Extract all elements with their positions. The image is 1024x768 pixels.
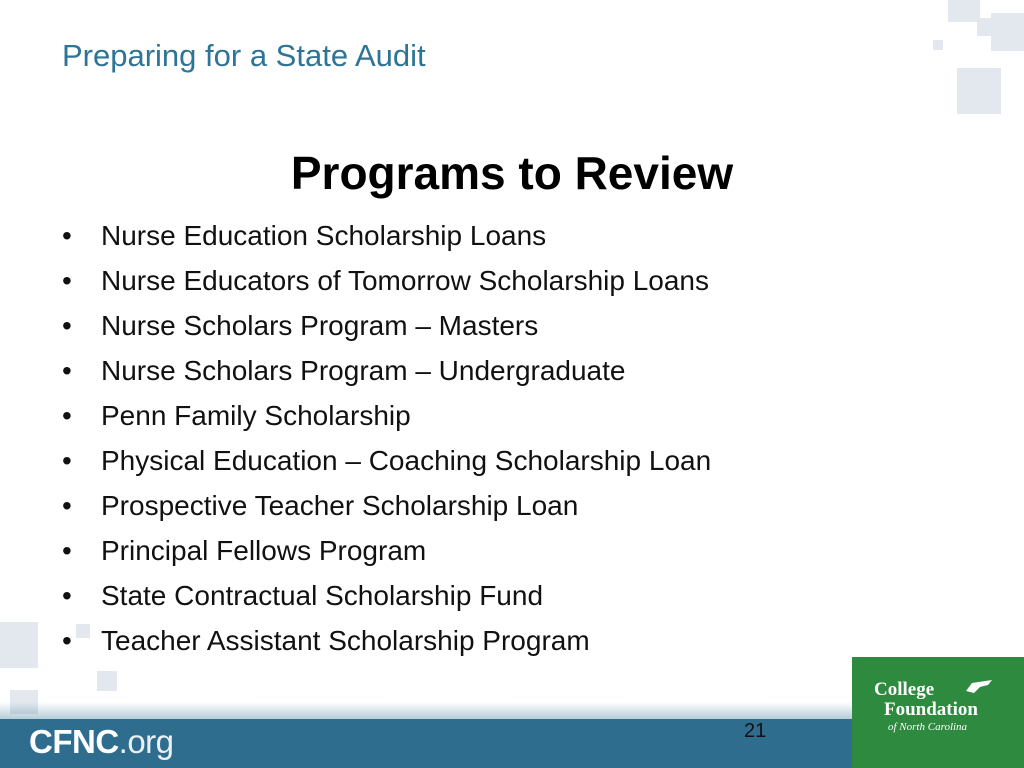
page-number: 21 [744, 720, 767, 742]
bullet: • [62, 400, 72, 431]
bullet: • [62, 490, 72, 521]
list-item [62, 483, 711, 528]
page-title: Programs to Review [290, 147, 734, 199]
brand-name: CFNC [29, 723, 119, 760]
decor-square [933, 40, 943, 50]
list-item [62, 258, 711, 303]
list-item-text: Teacher Assistant Scholarship Program [101, 625, 590, 656]
bullet: • [62, 535, 72, 566]
bullet: • [62, 220, 72, 251]
program-list [62, 213, 711, 663]
cfnc-brand [29, 723, 174, 761]
decor-square [957, 68, 1001, 114]
bullet: • [62, 625, 72, 656]
decor-square [0, 622, 38, 668]
list-item-text: Nurse Scholars Program – Masters [101, 310, 539, 341]
list-item-text: Physical Education – Coaching Scholarship Loan [101, 445, 712, 476]
list-item-text: Principal Fellows Program [101, 535, 427, 566]
list-item [62, 348, 711, 393]
decor-square [97, 671, 117, 691]
logo-text-foundation: Foundation [884, 699, 978, 720]
bullet: • [62, 355, 72, 386]
list-item-text: Prospective Teacher Scholarship Loan [101, 490, 579, 521]
logo-text-college: College [874, 679, 935, 700]
list-item-text: State Contractual Scholarship Fund [101, 580, 544, 611]
list-item-text: Nurse Education Scholarship Loans [101, 220, 547, 251]
decor-square [991, 13, 1024, 51]
college-foundation-logo [852, 657, 1024, 768]
nc-state-icon [966, 679, 994, 695]
list-item [62, 303, 711, 348]
list-item [62, 618, 711, 663]
header-title: Preparing for a State Audit [62, 38, 426, 73]
list-item-text: Nurse Scholars Program – Undergraduate [101, 355, 626, 386]
list-item [62, 573, 711, 618]
bullet: • [62, 310, 72, 341]
list-item-text: Nurse Educators of Tomorrow Scholarship Loans [101, 265, 710, 296]
bullet: • [62, 580, 72, 611]
decor-square [948, 0, 980, 22]
list-item [62, 213, 711, 258]
list-item [62, 393, 711, 438]
list-item [62, 528, 711, 573]
brand-domain: .org [118, 723, 174, 760]
list-item-text: Penn Family Scholarship [101, 400, 411, 431]
bullet: • [62, 445, 72, 476]
list-item [62, 438, 711, 483]
logo-text-nc: of North Carolina [888, 721, 968, 733]
bullet: • [62, 265, 72, 296]
